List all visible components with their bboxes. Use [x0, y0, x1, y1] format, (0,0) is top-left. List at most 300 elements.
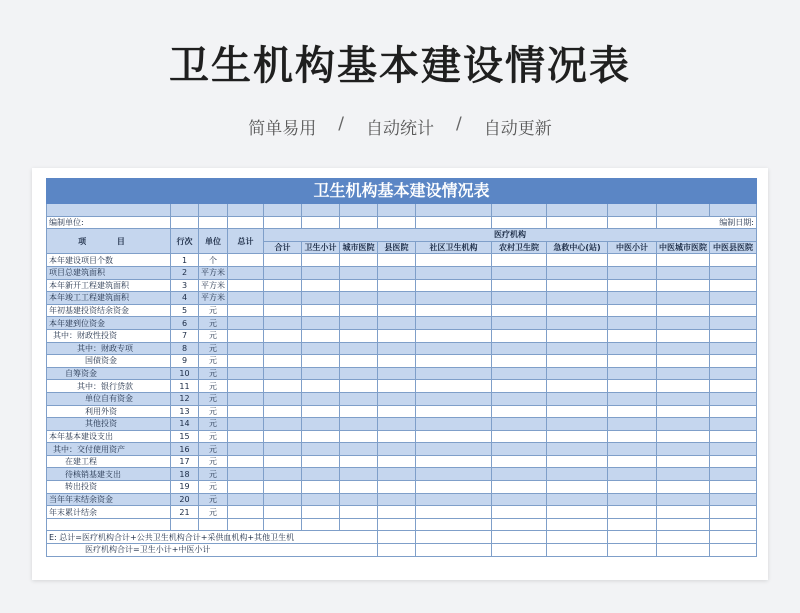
- data-cell[interactable]: [547, 342, 608, 355]
- data-cell[interactable]: [264, 355, 302, 368]
- data-cell[interactable]: [710, 430, 757, 443]
- table-row: [47, 254, 757, 267]
- data-cell[interactable]: [416, 279, 492, 292]
- data-cell: [710, 544, 757, 557]
- data-cell[interactable]: [228, 418, 264, 431]
- data-cell[interactable]: [492, 455, 547, 468]
- row-item: 本年建设项目个数: [47, 254, 171, 267]
- data-cell[interactable]: [547, 367, 608, 380]
- data-cell[interactable]: [608, 418, 657, 431]
- data-cell[interactable]: [608, 455, 657, 468]
- data-cell: [608, 544, 657, 557]
- data-cell[interactable]: [608, 304, 657, 317]
- data-cell[interactable]: [378, 355, 416, 368]
- data-cell[interactable]: [302, 254, 340, 267]
- blank-row: [47, 518, 757, 531]
- data-cell[interactable]: [710, 493, 757, 506]
- row-item: 单位自有资金: [47, 392, 171, 405]
- data-cell: [416, 544, 492, 557]
- data-cell[interactable]: [710, 254, 757, 267]
- data-cell[interactable]: [657, 481, 710, 494]
- data-cell[interactable]: [492, 317, 547, 330]
- data-cell[interactable]: [378, 304, 416, 317]
- data-cell[interactable]: [608, 254, 657, 267]
- data-cell: [302, 518, 340, 531]
- table-row: [47, 317, 757, 330]
- row-unit: 元: [199, 443, 228, 456]
- data-cell[interactable]: [710, 292, 757, 305]
- data-cell[interactable]: [264, 455, 302, 468]
- data-cell[interactable]: [378, 342, 416, 355]
- data-cell[interactable]: [302, 443, 340, 456]
- data-cell[interactable]: [608, 468, 657, 481]
- row-unit: 元: [199, 418, 228, 431]
- data-cell[interactable]: [492, 481, 547, 494]
- data-cell[interactable]: [340, 355, 378, 368]
- data-cell[interactable]: [608, 430, 657, 443]
- data-cell: [608, 518, 657, 531]
- data-cell[interactable]: [492, 292, 547, 305]
- row-item: 在建工程: [47, 455, 171, 468]
- data-cell[interactable]: [302, 279, 340, 292]
- data-cell[interactable]: [416, 317, 492, 330]
- data-cell[interactable]: [302, 392, 340, 405]
- note-row: [47, 544, 757, 557]
- data-cell: [547, 544, 608, 557]
- data-cell[interactable]: [416, 292, 492, 305]
- data-cell[interactable]: [657, 317, 710, 330]
- data-cell[interactable]: [378, 367, 416, 380]
- data-cell[interactable]: [416, 455, 492, 468]
- data-cell[interactable]: [228, 367, 264, 380]
- data-cell[interactable]: [710, 481, 757, 494]
- data-cell[interactable]: [340, 392, 378, 405]
- row-item: 转出投资: [47, 481, 171, 494]
- data-cell[interactable]: [710, 392, 757, 405]
- data-cell[interactable]: [340, 342, 378, 355]
- data-cell[interactable]: [302, 493, 340, 506]
- data-cell[interactable]: [416, 392, 492, 405]
- data-cell[interactable]: [228, 430, 264, 443]
- data-cell[interactable]: [492, 493, 547, 506]
- data-cell[interactable]: [416, 481, 492, 494]
- data-cell[interactable]: [378, 418, 416, 431]
- data-cell[interactable]: [657, 254, 710, 267]
- data-cell[interactable]: [340, 506, 378, 519]
- data-cell[interactable]: [657, 493, 710, 506]
- data-cell: [47, 518, 171, 531]
- note-row: [47, 531, 757, 544]
- data-cell[interactable]: [710, 468, 757, 481]
- data-cell[interactable]: [710, 279, 757, 292]
- data-cell[interactable]: [264, 292, 302, 305]
- data-cell[interactable]: [547, 443, 608, 456]
- data-cell[interactable]: [302, 405, 340, 418]
- data-cell[interactable]: [608, 443, 657, 456]
- row-line: 20: [171, 493, 199, 506]
- data-cell: [710, 518, 757, 531]
- row-unit: 元: [199, 304, 228, 317]
- data-cell[interactable]: [302, 468, 340, 481]
- data-cell[interactable]: [378, 380, 416, 393]
- row-item: 本年基本建设支出: [47, 430, 171, 443]
- data-cell[interactable]: [228, 481, 264, 494]
- table-row: [47, 292, 757, 305]
- row-unit: 平方米: [199, 279, 228, 292]
- data-cell[interactable]: [657, 329, 710, 342]
- data-cell[interactable]: [657, 292, 710, 305]
- data-cell[interactable]: [228, 455, 264, 468]
- data-cell: [378, 544, 416, 557]
- data-cell[interactable]: [657, 506, 710, 519]
- data-cell[interactable]: [340, 254, 378, 267]
- data-cell[interactable]: [264, 266, 302, 279]
- data-cell[interactable]: [710, 329, 757, 342]
- data-cell[interactable]: [492, 405, 547, 418]
- row-item: 本年建到位资金: [47, 317, 171, 330]
- data-cell[interactable]: [547, 418, 608, 431]
- data-cell[interactable]: [378, 405, 416, 418]
- data-cell[interactable]: [547, 468, 608, 481]
- data-cell[interactable]: [340, 279, 378, 292]
- data-cell[interactable]: [264, 392, 302, 405]
- data-cell[interactable]: [657, 443, 710, 456]
- data-cell[interactable]: [492, 367, 547, 380]
- data-cell[interactable]: [264, 443, 302, 456]
- data-cell[interactable]: [378, 279, 416, 292]
- data-cell[interactable]: [416, 468, 492, 481]
- data-cell[interactable]: [302, 481, 340, 494]
- row-item: 国债资金: [47, 355, 171, 368]
- data-cell[interactable]: [492, 418, 547, 431]
- data-cell[interactable]: [657, 304, 710, 317]
- data-cell[interactable]: [228, 392, 264, 405]
- row-unit: 元: [199, 329, 228, 342]
- subtitle-item-1: 简单易用: [248, 119, 317, 139]
- data-cell[interactable]: [492, 430, 547, 443]
- data-cell[interactable]: [547, 355, 608, 368]
- data-cell: [340, 518, 378, 531]
- data-cell[interactable]: [302, 355, 340, 368]
- data-cell[interactable]: [547, 254, 608, 267]
- data-cell[interactable]: [264, 367, 302, 380]
- data-cell[interactable]: [492, 392, 547, 405]
- data-cell[interactable]: [492, 329, 547, 342]
- data-cell[interactable]: [492, 443, 547, 456]
- data-cell[interactable]: [547, 455, 608, 468]
- data-cell[interactable]: [264, 317, 302, 330]
- row-line: 8: [171, 342, 199, 355]
- data-cell[interactable]: [340, 292, 378, 305]
- data-cell[interactable]: [264, 329, 302, 342]
- data-cell[interactable]: [302, 367, 340, 380]
- data-cell[interactable]: [416, 266, 492, 279]
- data-cell[interactable]: [378, 317, 416, 330]
- row-unit: 元: [199, 367, 228, 380]
- data-cell[interactable]: [657, 405, 710, 418]
- data-cell[interactable]: [228, 468, 264, 481]
- subtitle-bar: [0, 114, 800, 139]
- data-cell[interactable]: [302, 329, 340, 342]
- data-cell[interactable]: [264, 481, 302, 494]
- data-cell[interactable]: [710, 266, 757, 279]
- data-cell[interactable]: [416, 493, 492, 506]
- data-cell[interactable]: [228, 405, 264, 418]
- row-item: 本年竣工工程建筑面积: [47, 292, 171, 305]
- data-cell[interactable]: [228, 279, 264, 292]
- data-cell[interactable]: [378, 443, 416, 456]
- data-cell[interactable]: [264, 342, 302, 355]
- spreadsheet-preview: [32, 168, 768, 580]
- data-cell[interactable]: [710, 418, 757, 431]
- data-cell[interactable]: [608, 266, 657, 279]
- data-cell[interactable]: [657, 468, 710, 481]
- data-cell[interactable]: [340, 493, 378, 506]
- row-line: 10: [171, 367, 199, 380]
- table-row: [47, 468, 757, 481]
- data-cell[interactable]: [710, 304, 757, 317]
- data-cell: [378, 531, 416, 544]
- data-cell[interactable]: [416, 304, 492, 317]
- row-line: 1: [171, 254, 199, 267]
- data-cell[interactable]: [710, 405, 757, 418]
- row-item: 其中：财政性投资: [47, 329, 171, 342]
- row-unit: 元: [199, 317, 228, 330]
- data-cell[interactable]: [416, 506, 492, 519]
- data-cell[interactable]: [228, 292, 264, 305]
- data-cell: [492, 544, 547, 557]
- data-cell[interactable]: [710, 367, 757, 380]
- data-cell[interactable]: [228, 266, 264, 279]
- data-cell[interactable]: [340, 367, 378, 380]
- data-cell[interactable]: [547, 392, 608, 405]
- data-cell[interactable]: [416, 355, 492, 368]
- data-cell[interactable]: [416, 254, 492, 267]
- data-cell[interactable]: [264, 279, 302, 292]
- data-cell[interactable]: [340, 481, 378, 494]
- data-cell[interactable]: [608, 493, 657, 506]
- data-cell[interactable]: [710, 380, 757, 393]
- data-cell[interactable]: [547, 493, 608, 506]
- data-cell[interactable]: [302, 455, 340, 468]
- data-cell[interactable]: [340, 317, 378, 330]
- data-cell[interactable]: [657, 367, 710, 380]
- row-line: 12: [171, 392, 199, 405]
- data-cell[interactable]: [710, 317, 757, 330]
- note-text: E: 总计=医疗机构合计+公共卫生机构合计+采供血机构+其他卫生机: [47, 531, 378, 544]
- row-item: 本年新开工程建筑面积: [47, 279, 171, 292]
- data-cell[interactable]: [608, 317, 657, 330]
- data-cell[interactable]: [264, 493, 302, 506]
- data-cell[interactable]: [302, 418, 340, 431]
- data-cell[interactable]: [608, 355, 657, 368]
- data-cell[interactable]: [608, 405, 657, 418]
- data-cell[interactable]: [710, 443, 757, 456]
- data-cell[interactable]: [608, 367, 657, 380]
- data-cell[interactable]: [378, 329, 416, 342]
- data-cell[interactable]: [264, 506, 302, 519]
- row-item: 利用外资: [47, 405, 171, 418]
- data-cell[interactable]: [657, 380, 710, 393]
- data-cell[interactable]: [492, 355, 547, 368]
- data-cell[interactable]: [492, 506, 547, 519]
- data-cell[interactable]: [492, 342, 547, 355]
- data-cell[interactable]: [547, 292, 608, 305]
- col-header-line: 行次: [171, 229, 199, 254]
- subtitle-separator-1: /: [338, 114, 344, 134]
- row-unit: 元: [199, 342, 228, 355]
- table-row: [47, 418, 757, 431]
- data-cell[interactable]: [302, 304, 340, 317]
- data-cell[interactable]: [492, 468, 547, 481]
- data-cell[interactable]: [547, 506, 608, 519]
- data-cell[interactable]: [378, 254, 416, 267]
- data-cell: [492, 518, 547, 531]
- data-cell[interactable]: [228, 355, 264, 368]
- data-cell[interactable]: [378, 292, 416, 305]
- header-row-1: [47, 229, 757, 242]
- data-cell[interactable]: [340, 304, 378, 317]
- data-cell[interactable]: [710, 342, 757, 355]
- data-cell[interactable]: [340, 329, 378, 342]
- data-cell[interactable]: [228, 329, 264, 342]
- col-header-item: 项 目: [47, 229, 171, 254]
- data-cell[interactable]: [416, 430, 492, 443]
- data-cell[interactable]: [608, 506, 657, 519]
- blank-row: [47, 204, 757, 217]
- data-cell[interactable]: [608, 279, 657, 292]
- data-cell[interactable]: [657, 418, 710, 431]
- data-cell[interactable]: [378, 430, 416, 443]
- data-cell[interactable]: [547, 304, 608, 317]
- row-unit: 平方米: [199, 266, 228, 279]
- data-cell[interactable]: [608, 481, 657, 494]
- data-cell[interactable]: [340, 430, 378, 443]
- data-cell[interactable]: [492, 279, 547, 292]
- data-cell[interactable]: [608, 380, 657, 393]
- data-cell[interactable]: [608, 392, 657, 405]
- data-cell[interactable]: [264, 418, 302, 431]
- data-cell[interactable]: [264, 405, 302, 418]
- data-cell[interactable]: [710, 355, 757, 368]
- data-cell[interactable]: [340, 468, 378, 481]
- data-cell[interactable]: [378, 493, 416, 506]
- data-cell: [228, 518, 264, 531]
- subtitle-item-2: 自动统计: [366, 119, 434, 139]
- data-cell[interactable]: [302, 506, 340, 519]
- row-line: 11: [171, 380, 199, 393]
- data-cell[interactable]: [378, 266, 416, 279]
- data-cell[interactable]: [340, 266, 378, 279]
- data-cell[interactable]: [228, 317, 264, 330]
- data-cell[interactable]: [547, 405, 608, 418]
- data-cell[interactable]: [547, 266, 608, 279]
- data-cell[interactable]: [492, 380, 547, 393]
- data-cell[interactable]: [264, 468, 302, 481]
- data-cell[interactable]: [416, 342, 492, 355]
- data-cell[interactable]: [547, 317, 608, 330]
- data-cell[interactable]: [228, 380, 264, 393]
- data-cell[interactable]: [608, 342, 657, 355]
- data-cell[interactable]: [340, 443, 378, 456]
- row-unit: 元: [199, 506, 228, 519]
- data-cell[interactable]: [416, 418, 492, 431]
- data-cell[interactable]: [657, 355, 710, 368]
- data-cell[interactable]: [657, 455, 710, 468]
- data-cell[interactable]: [657, 342, 710, 355]
- col-group-medical: 医疗机构: [264, 229, 757, 242]
- data-cell[interactable]: [657, 266, 710, 279]
- data-cell[interactable]: [492, 266, 547, 279]
- data-cell: [657, 531, 710, 544]
- data-cell[interactable]: [302, 292, 340, 305]
- data-cell[interactable]: [657, 430, 710, 443]
- data-cell[interactable]: [264, 430, 302, 443]
- data-cell[interactable]: [340, 455, 378, 468]
- data-cell[interactable]: [547, 329, 608, 342]
- data-cell[interactable]: [657, 392, 710, 405]
- data-cell[interactable]: [492, 304, 547, 317]
- data-cell[interactable]: [340, 405, 378, 418]
- data-cell[interactable]: [378, 392, 416, 405]
- data-cell[interactable]: [228, 443, 264, 456]
- col-header-sub: 中医城市医院: [657, 241, 710, 254]
- data-cell[interactable]: [492, 254, 547, 267]
- data-cell[interactable]: [228, 304, 264, 317]
- data-cell[interactable]: [710, 455, 757, 468]
- data-cell[interactable]: [264, 380, 302, 393]
- data-cell[interactable]: [228, 493, 264, 506]
- data-cell[interactable]: [378, 455, 416, 468]
- data-cell[interactable]: [657, 279, 710, 292]
- data-cell[interactable]: [547, 380, 608, 393]
- row-unit: 元: [199, 392, 228, 405]
- data-cell[interactable]: [378, 468, 416, 481]
- data-cell[interactable]: [264, 254, 302, 267]
- data-cell[interactable]: [340, 418, 378, 431]
- table-row: [47, 355, 757, 368]
- data-cell[interactable]: [416, 329, 492, 342]
- data-cell: [547, 531, 608, 544]
- data-cell[interactable]: [547, 481, 608, 494]
- data-cell[interactable]: [547, 430, 608, 443]
- data-cell[interactable]: [302, 317, 340, 330]
- data-cell[interactable]: [416, 443, 492, 456]
- data-cell[interactable]: [378, 481, 416, 494]
- data-cell[interactable]: [302, 266, 340, 279]
- data-cell[interactable]: [228, 254, 264, 267]
- data-cell[interactable]: [340, 380, 378, 393]
- data-cell[interactable]: [302, 380, 340, 393]
- data-cell[interactable]: [228, 342, 264, 355]
- table-row: [47, 329, 757, 342]
- data-cell[interactable]: [608, 292, 657, 305]
- data-cell[interactable]: [710, 506, 757, 519]
- data-cell[interactable]: [547, 279, 608, 292]
- row-item: 项目总建筑面积: [47, 266, 171, 279]
- data-cell[interactable]: [302, 430, 340, 443]
- data-cell[interactable]: [302, 342, 340, 355]
- subtitle-separator-2: /: [456, 114, 462, 134]
- data-cell[interactable]: [416, 367, 492, 380]
- data-cell[interactable]: [416, 380, 492, 393]
- data-cell[interactable]: [264, 304, 302, 317]
- data-cell[interactable]: [416, 405, 492, 418]
- data-cell[interactable]: [608, 329, 657, 342]
- table-row: [47, 380, 757, 393]
- data-cell[interactable]: [228, 506, 264, 519]
- data-cell[interactable]: [378, 506, 416, 519]
